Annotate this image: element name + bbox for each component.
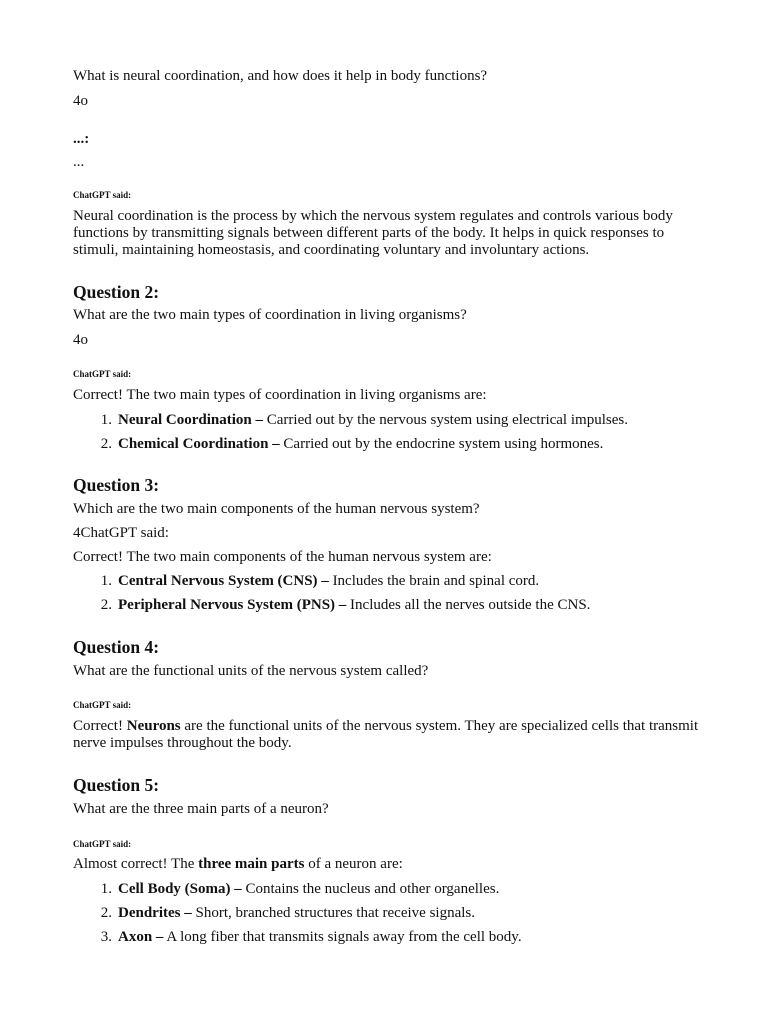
q3-heading: Question 3: [73,475,160,495]
q5-item-term: Dendrites – [118,905,192,921]
q5-list-item: 3. Axon – A long fiber that transmits signals away from the cell body. [100,929,522,945]
intro-ellipsis: ... [73,154,85,170]
q5-item-desc: Contains the nucleus and other organelles. [241,881,500,897]
q2-item-term: Neural Coordination – [118,412,264,428]
q3-item-term: Central Nervous System (CNS) – [118,573,329,589]
q5-answer-bold: three main parts [198,856,305,872]
q5-answer: Almost correct! The three main parts of a neuron are: [73,856,403,872]
q5-item-term: Axon – [118,929,164,945]
q5-heading: Question 5: [73,775,160,795]
q3-list-item: 1. Central Nervous System (CNS) – Includes the brain and spinal cord. [100,573,540,589]
q2-list-item: 2. Chemical Coordination – Carried out by the endocrine system using hormones. [100,436,604,452]
q2-question: What are the two main types of coordination in living organisms? [73,307,467,323]
q4-answer-bold: Neurons [126,718,181,734]
q4-answer: Correct! Neurons are the functional units of the nervous system. They are specialized cells that transmit nerve impulses throughout the body. [73,718,699,751]
intro-model-label: 4o [73,93,88,109]
intro-answer: Neural coordination is the process by which the nervous system regulates and controls various body functions by transmitting signals between different parts of the body. It helps in quick responses to stimuli, maintaining homeostasis, and coordinating voluntary and involuntary actions. [73,208,673,258]
intro-ellipsis-bold: ...: [73,131,90,147]
q3-question: Which are the two main components of the human nervous system? [73,501,480,517]
q5-item-desc: Short, branched structures that receive signals. [191,905,475,921]
q2-item-desc: Carried out by the nervous system using electrical impulses. [263,412,628,428]
q2-item-desc: Carried out by the endocrine system using hormones. [279,436,604,452]
q2-answer: Correct! The two main types of coordination in living organisms are: [73,387,487,403]
q5-list-item: 2. Dendrites – Short, branched structures that receive signals. [100,905,475,921]
q3-item-desc: Includes the brain and spinal cord. [328,573,540,589]
intro-question: What is neural coordination, and how does it help in body functions? [73,68,488,84]
q2-model-label: 4o [73,332,88,348]
q3-list-item: 2. Peripheral Nervous System (PNS) – Includes all the nerves outside the CNS. [100,597,591,613]
q5-list-item: 1. Cell Body (Soma) – Contains the nucleus and other organelles. [100,881,500,897]
q4-heading: Question 4: [73,637,160,657]
q2-chatgpt-said: ChatGPT said: [73,369,132,379]
intro-chatgpt-said: ChatGPT said: [73,190,132,200]
q4-question: What are the functional units of the nervous system called? [73,663,429,679]
q2-item-term: Chemical Coordination – [118,436,280,452]
q3-item-term: Peripheral Nervous System (PNS) – [118,597,347,613]
q5-item-term: Cell Body (Soma) – [118,881,242,897]
q5-item-desc: A long fiber that transmits signals away from the cell body. [163,929,522,945]
q2-list-item: 1. Neural Coordination – Carried out by the nervous system using electrical impulses. [100,412,628,428]
q3-model-said: 4ChatGPT said: [73,525,169,541]
q4-chatgpt-said: ChatGPT said: [73,700,132,710]
q3-answer: Correct! The two main components of the human nervous system are: [73,549,492,565]
q2-heading: Question 2: [73,282,160,302]
q3-item-desc: Includes all the nerves outside the CNS. [346,597,591,613]
q5-question: What are the three main parts of a neuron? [73,801,329,817]
q5-chatgpt-said: ChatGPT said: [73,839,132,849]
